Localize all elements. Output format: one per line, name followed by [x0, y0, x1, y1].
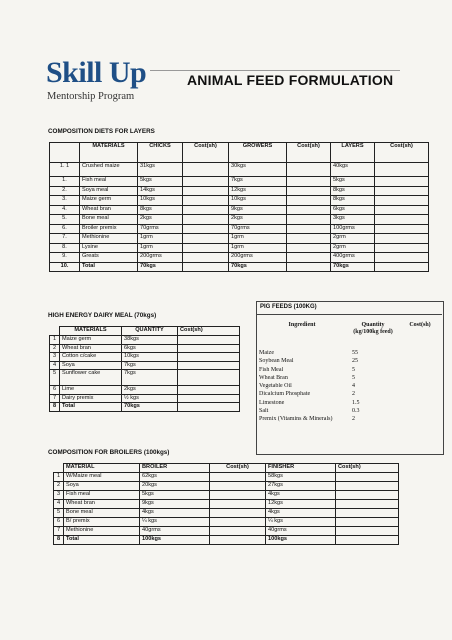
- row-number: 3.: [50, 196, 80, 206]
- material-cell: Fish meal: [80, 177, 138, 187]
- broiler-heading: COMPOSITION FOR BROILERS (100kgs): [48, 449, 170, 456]
- layers-heading: COMPOSITION DIETS FOR LAYERS: [48, 128, 155, 135]
- material-cell: Bone meal: [80, 215, 138, 225]
- broiler-cell: 4kgs: [140, 509, 210, 518]
- growers-cell: 1grm: [229, 243, 287, 253]
- quantity-cell: 7kgs: [122, 361, 178, 370]
- header-no: [50, 327, 60, 336]
- layers-cell: 2grm: [331, 243, 375, 253]
- header-cost: Cost(sh): [375, 143, 429, 163]
- header-cost: Cost(sh): [336, 464, 399, 473]
- header-quantity: Quantity (kg/100kg feed): [353, 322, 393, 335]
- cost-cell: [375, 186, 429, 196]
- growers-cell: 7kgs: [229, 177, 287, 187]
- row-number: 4: [54, 500, 64, 509]
- header-material: MATERIAL: [64, 464, 140, 473]
- cost-cell: [336, 527, 399, 536]
- dairy-heading: HIGH ENERGY DAIRY MEAL (70kgs): [48, 312, 157, 319]
- cost-cell: [287, 196, 331, 206]
- quantity-cell: 1.5: [352, 399, 360, 406]
- table-row: [50, 234, 429, 244]
- material-cell: Soya: [64, 482, 140, 491]
- header-materials: MATERIALS: [80, 143, 138, 163]
- layers-cell: 70kgs: [331, 262, 375, 272]
- table-row: [50, 353, 240, 362]
- material-cell: Total: [80, 262, 138, 272]
- header-cost: Cost(sh): [178, 327, 240, 336]
- cost-cell: [375, 243, 429, 253]
- table-row: [50, 336, 240, 345]
- cost-cell: [398, 391, 442, 399]
- material-cell: Total: [60, 403, 122, 412]
- chicks-cell: 10kgs: [138, 196, 183, 206]
- broiler-cell: 40grms: [140, 527, 210, 536]
- ingredient-cell: Premix (Vitamins & Minerals): [259, 416, 333, 423]
- cost-cell: [375, 205, 429, 215]
- table-row: [50, 163, 429, 177]
- row-number: 5.: [50, 215, 80, 225]
- cost-cell: [183, 234, 229, 244]
- table-row: [50, 344, 240, 353]
- chicks-cell: 14kgs: [138, 186, 183, 196]
- cost-cell: [336, 482, 399, 491]
- cost-cell: [336, 518, 399, 527]
- pig-header-row: [256, 318, 442, 350]
- table-row: [256, 400, 442, 408]
- cost-cell: [210, 518, 266, 527]
- cost-cell: [398, 358, 442, 366]
- row-number: 3: [54, 491, 64, 500]
- cost-cell: [287, 262, 331, 272]
- cost-cell: [336, 500, 399, 509]
- broiler-cell: 9kgs: [140, 500, 210, 509]
- cost-cell: [336, 536, 399, 545]
- cost-cell: [210, 527, 266, 536]
- chicks-cell: 1grm: [138, 243, 183, 253]
- quantity-cell: 5: [352, 366, 355, 373]
- material-cell: Bone meal: [64, 509, 140, 518]
- quantity-cell: 4: [352, 383, 355, 390]
- quantity-cell: 5: [352, 374, 355, 381]
- cost-cell: [375, 253, 429, 263]
- material-cell: Methionine: [64, 527, 140, 536]
- cost-cell: [398, 383, 442, 391]
- table-row: [50, 253, 429, 263]
- material-cell: Lysine: [80, 243, 138, 253]
- cost-cell: [210, 536, 266, 545]
- broiler-cell: ¼ kgs: [140, 518, 210, 527]
- cost-cell: [398, 408, 442, 416]
- material-cell: Maize germ: [80, 196, 138, 206]
- material-cell: Cotton c/cake: [60, 353, 122, 362]
- broiler-cell: 5kgs: [140, 491, 210, 500]
- material-cell: Sunflower cake: [60, 370, 122, 386]
- cost-cell: [210, 500, 266, 509]
- header-materials: MATERIALS: [60, 327, 122, 336]
- row-number: 2.: [50, 186, 80, 196]
- growers-cell: 12kgs: [229, 186, 287, 196]
- material-cell: Soya meal: [80, 186, 138, 196]
- table-row: [54, 473, 399, 482]
- row-number: 1. 1: [50, 163, 80, 177]
- header-chicks: CHICKS: [138, 143, 183, 163]
- cost-cell: [287, 215, 331, 225]
- cost-cell: [210, 491, 266, 500]
- cost-cell: [375, 215, 429, 225]
- ingredient-cell: Maize: [259, 350, 274, 356]
- dairy-header-row: [50, 327, 240, 336]
- material-cell: Greats: [80, 253, 138, 263]
- growers-cell: 10kgs: [229, 196, 287, 206]
- broiler-cell: 62kgs: [140, 473, 210, 482]
- quantity-cell: 10kgs: [122, 353, 178, 362]
- quantity-cell: 55: [352, 350, 358, 356]
- row-number: 10.: [50, 262, 80, 272]
- material-cell: Wheat bran: [60, 344, 122, 353]
- cost-cell: [183, 177, 229, 187]
- cost-cell: [178, 361, 240, 370]
- cost-cell: [178, 336, 240, 345]
- cost-cell: [183, 163, 229, 177]
- table-row: [256, 416, 442, 424]
- table-row: [54, 527, 399, 536]
- material-cell: Wheat bran: [64, 500, 140, 509]
- quantity-cell: 2kgs: [122, 386, 178, 395]
- cost-cell: [398, 350, 442, 358]
- quantity-cell: 70kgs: [122, 403, 178, 412]
- finisher-cell: 4kgs: [266, 509, 336, 518]
- quantity-cell: 38kgs: [122, 336, 178, 345]
- row-number: 7: [50, 394, 60, 403]
- title-rule: [150, 70, 400, 71]
- chicks-cell: 70kgs: [138, 262, 183, 272]
- row-number: 6: [50, 386, 60, 395]
- table-row: [50, 215, 429, 225]
- ingredient-cell: Fish Meal: [259, 366, 284, 373]
- table-row: [256, 350, 442, 358]
- finisher-cell: 4kgs: [266, 491, 336, 500]
- header-broiler: BROILER: [140, 464, 210, 473]
- header-cost: Cost(sh): [287, 143, 331, 163]
- cost-cell: [178, 370, 240, 386]
- chicks-cell: 1grm: [138, 234, 183, 244]
- finisher-cell: ¼ kgs: [266, 518, 336, 527]
- table-row: [50, 205, 429, 215]
- row-number: 1: [54, 473, 64, 482]
- cost-cell: [183, 186, 229, 196]
- broiler-table: [53, 463, 399, 545]
- table-row: [50, 386, 240, 395]
- header-cost: Cost(sh): [409, 322, 431, 328]
- cost-cell: [210, 509, 266, 518]
- broiler-cell: 100kgs: [140, 536, 210, 545]
- chicks-cell: 8kgs: [138, 205, 183, 215]
- cost-cell: [183, 262, 229, 272]
- cost-cell: [178, 403, 240, 412]
- material-cell: Soya: [60, 361, 122, 370]
- cost-cell: [178, 353, 240, 362]
- table-row: [54, 509, 399, 518]
- header-cost: Cost(sh): [210, 464, 266, 473]
- logo-subtitle: Mentorship Program: [47, 91, 135, 102]
- logo-text: Skill Up: [46, 56, 147, 89]
- table-row: [50, 196, 429, 206]
- growers-cell: 70grms: [229, 224, 287, 234]
- ingredient-cell: Limestone: [259, 399, 285, 406]
- cost-cell: [398, 416, 442, 424]
- row-number: 9.: [50, 253, 80, 263]
- growers-cell: 9kgs: [229, 205, 287, 215]
- table-row: [256, 358, 442, 366]
- table-row: [54, 491, 399, 500]
- cost-cell: [398, 367, 442, 375]
- layers-header-row: [50, 143, 429, 163]
- table-row: [50, 177, 429, 187]
- table-row: [50, 243, 429, 253]
- cost-cell: [183, 253, 229, 263]
- row-number: 7.: [50, 234, 80, 244]
- cost-cell: [287, 186, 331, 196]
- cost-cell: [287, 177, 331, 187]
- material-cell: Crushed maize: [80, 163, 138, 177]
- chicks-cell: 70grms: [138, 224, 183, 234]
- cost-cell: [178, 344, 240, 353]
- layers-cell: 40kgs: [331, 163, 375, 177]
- table-row: [54, 536, 399, 545]
- row-number: 5: [54, 509, 64, 518]
- row-number: 1: [50, 336, 60, 345]
- chicks-cell: 31kgs: [138, 163, 183, 177]
- cost-cell: [287, 253, 331, 263]
- cost-cell: [183, 196, 229, 206]
- ingredient-cell: Soybean Meal: [259, 358, 294, 365]
- layers-cell: 5kgs: [331, 177, 375, 187]
- header-no: [54, 464, 64, 473]
- material-cell: Total: [64, 536, 140, 545]
- header-growers: GROWERS: [229, 143, 287, 163]
- header-cost: Cost(sh): [183, 143, 229, 163]
- table-row: [50, 186, 429, 196]
- material-cell: Fish meal: [64, 491, 140, 500]
- material-cell: Broiler premix: [80, 224, 138, 234]
- header-finisher: FINISHER: [266, 464, 336, 473]
- quantity-cell: ½ kgs: [122, 394, 178, 403]
- layers-cell: 8kgs: [331, 186, 375, 196]
- quantity-cell: 0.3: [352, 408, 360, 415]
- row-number: 5: [50, 370, 60, 386]
- table-row: [50, 394, 240, 403]
- layers-cell: 2grm: [331, 234, 375, 244]
- row-number: 8: [54, 536, 64, 545]
- table-row: [256, 383, 442, 391]
- pig-feeds-heading: PIG FEEDS (100KG): [256, 301, 442, 315]
- row-number: 2: [54, 482, 64, 491]
- cost-cell: [336, 491, 399, 500]
- table-row: [50, 361, 240, 370]
- layers-cell: 100grms: [331, 224, 375, 234]
- cost-cell: [375, 163, 429, 177]
- table-row: [54, 482, 399, 491]
- cost-cell: [336, 509, 399, 518]
- header-quantity: QUANTITY: [122, 327, 178, 336]
- growers-cell: 1grm: [229, 234, 287, 244]
- table-row: [54, 500, 399, 509]
- quantity-cell: 6kgs: [122, 344, 178, 353]
- dairy-table: [49, 326, 240, 412]
- material-cell: B/ premix: [64, 518, 140, 527]
- header-layers: LAYERS: [331, 143, 375, 163]
- finisher-cell: 58kgs: [266, 473, 336, 482]
- cost-cell: [375, 234, 429, 244]
- finisher-cell: 27kgs: [266, 482, 336, 491]
- cost-cell: [210, 482, 266, 491]
- quantity-cell: 2: [352, 391, 355, 398]
- cost-cell: [336, 473, 399, 482]
- cost-cell: [398, 400, 442, 408]
- material-cell: Methionine: [80, 234, 138, 244]
- layers-cell: 8kgs: [331, 196, 375, 206]
- broiler-cell: 20kgs: [140, 482, 210, 491]
- header-no: [50, 143, 80, 163]
- material-cell: Wheat bran: [80, 205, 138, 215]
- layers-cell: 6kgs: [331, 205, 375, 215]
- finisher-cell: 100kgs: [266, 536, 336, 545]
- header-ingredient: Ingredient: [288, 322, 316, 328]
- row-number: 3: [50, 353, 60, 362]
- finisher-cell: 12kgs: [266, 500, 336, 509]
- ingredient-cell: Salt: [259, 408, 269, 415]
- growers-cell: 70kgs: [229, 262, 287, 272]
- broiler-header-row: [54, 464, 399, 473]
- material-cell: Dairy premix: [60, 394, 122, 403]
- cost-cell: [183, 224, 229, 234]
- logo: [46, 58, 146, 88]
- cost-cell: [398, 375, 442, 383]
- row-number: 8: [50, 403, 60, 412]
- cost-cell: [287, 234, 331, 244]
- row-number: 4: [50, 361, 60, 370]
- row-number: 6.: [50, 224, 80, 234]
- cost-cell: [375, 262, 429, 272]
- table-row: [50, 403, 240, 412]
- quantity-cell: 7kgs: [122, 370, 178, 386]
- growers-cell: 2kgs: [229, 215, 287, 225]
- layers-cell: 3kgs: [331, 215, 375, 225]
- table-row: [256, 408, 442, 416]
- table-row: [50, 262, 429, 272]
- growers-cell: 30kgs: [229, 163, 287, 177]
- ingredient-cell: Wheat Bran: [259, 374, 288, 381]
- table-row: [256, 375, 442, 383]
- cost-cell: [183, 243, 229, 253]
- cost-cell: [178, 394, 240, 403]
- cost-cell: [183, 215, 229, 225]
- page-title: ANIMAL FEED FORMULATION: [187, 72, 394, 88]
- cost-cell: [210, 473, 266, 482]
- quantity-cell: 2: [352, 416, 355, 423]
- ingredient-cell: Vegetable Oil: [259, 383, 292, 390]
- table-row: [256, 367, 442, 375]
- chicks-cell: 200grms: [138, 253, 183, 263]
- row-number: 4.: [50, 205, 80, 215]
- layers-cell: 400grms: [331, 253, 375, 263]
- row-number: 8.: [50, 243, 80, 253]
- cost-cell: [375, 177, 429, 187]
- row-number: 2: [50, 344, 60, 353]
- quantity-cell: 25: [352, 358, 358, 365]
- layers-table: [49, 142, 429, 272]
- cost-cell: [287, 224, 331, 234]
- table-row: [54, 518, 399, 527]
- table-row: [50, 370, 240, 386]
- cost-cell: [178, 386, 240, 395]
- growers-cell: 200grms: [229, 253, 287, 263]
- row-number: 6: [54, 518, 64, 527]
- cost-cell: [287, 243, 331, 253]
- cost-cell: [183, 205, 229, 215]
- chicks-cell: 5kgs: [138, 177, 183, 187]
- material-cell: Maize germ: [60, 336, 122, 345]
- chicks-cell: 2kgs: [138, 215, 183, 225]
- table-row: [50, 224, 429, 234]
- cost-cell: [287, 205, 331, 215]
- pig-feeds-table: [256, 318, 442, 425]
- cost-cell: [375, 196, 429, 206]
- material-cell: W/Maize meal: [64, 473, 140, 482]
- row-number: 7: [54, 527, 64, 536]
- material-cell: Lime: [60, 386, 122, 395]
- table-row: [256, 391, 442, 399]
- ingredient-cell: Dicalcium Phosphate: [259, 391, 311, 398]
- finisher-cell: 40grms: [266, 527, 336, 536]
- row-number: 1.: [50, 177, 80, 187]
- cost-cell: [375, 224, 429, 234]
- cost-cell: [287, 163, 331, 177]
